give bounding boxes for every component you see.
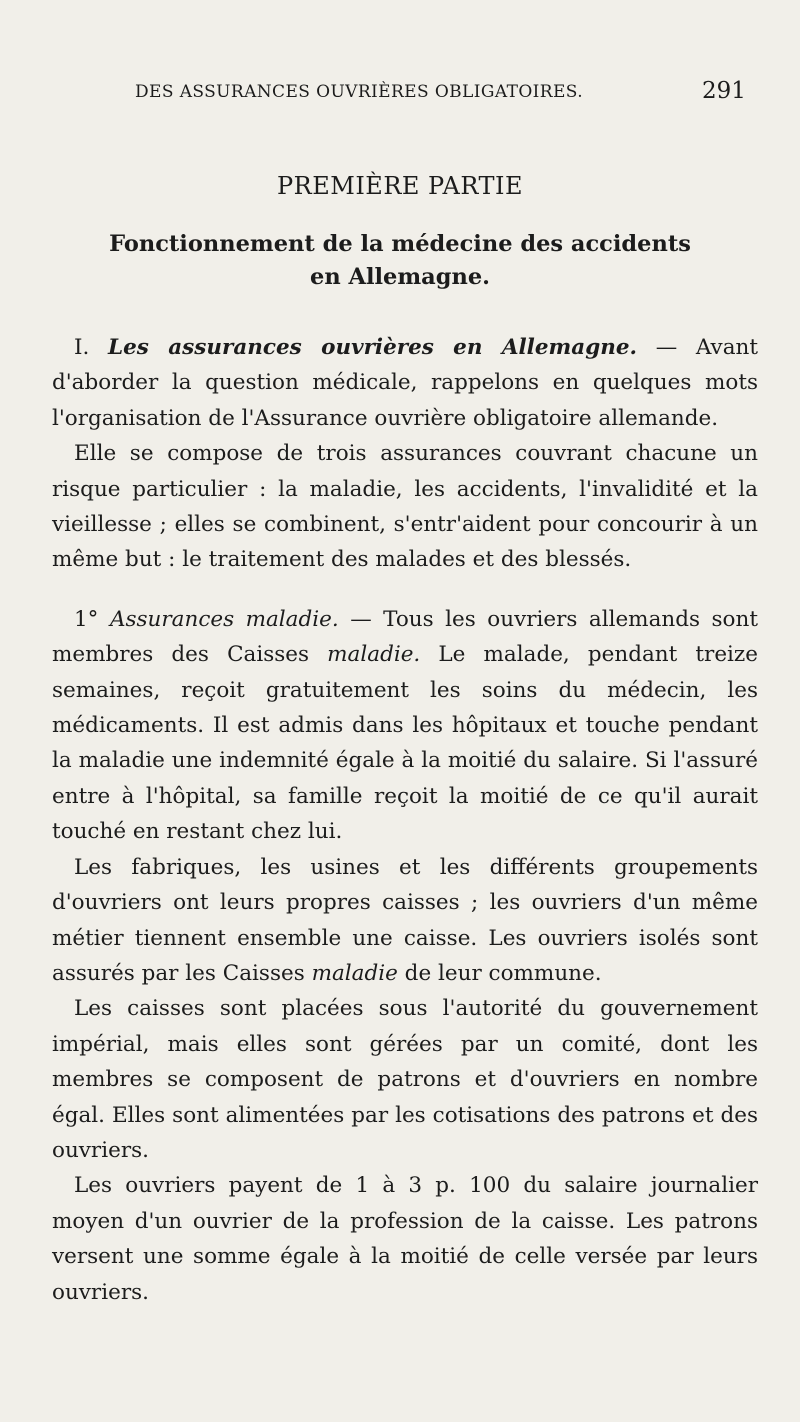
paragraph-1 <box>52 330 758 436</box>
section-title-line-1: Fonctionnement de la médecine des accidents <box>109 231 691 257</box>
section-title <box>40 228 760 294</box>
paragraph-4-text-b: de leur commune. <box>397 960 602 986</box>
page-number: 291 <box>702 78 746 104</box>
paragraph-3-text-b: Le malade, pendant treize semaines, reçoit gratuitement les soins du médecin, les médicaments. Il est admis dans les hôpitaux et touche pendant la maladie une indemnité égale à la moitié du salaire. Si l'assuré entre à l'hôpital, sa famille reçoit la moitié de ce qu'il aurait touché en restant chez lui. <box>52 642 758 845</box>
paragraph-6: Les ouvriers payent de 1 à 3 p. 100 du salaire journalier moyen d'un ouvrier de la profession de la caisse. Les patrons versent une somme égale à la moitié de celle versée par leurs ouvriers. <box>52 1173 758 1305</box>
paragraph-3-italic: maladie. <box>327 642 421 668</box>
paragraph-1-numeral: I. <box>74 335 90 360</box>
section-title-line-2: en Allemagne. <box>310 264 490 290</box>
paragraph-4 <box>52 850 758 992</box>
part-title: PREMIÈRE PARTIE <box>277 172 523 200</box>
paragraph-3-text-a: — Tous les ouvriers allemands sont membres des Caisses <box>52 606 758 668</box>
running-head: DES ASSURANCES OUVRIÈRES OBLIGATOIRES. <box>135 82 584 102</box>
paragraph-5: Les caisses sont placées sous l'autorité du gouvernement impérial, mais elles sont gérées par un comité, dont les membres se composent de patrons et d'ouvriers en nombre égal. Elles sont alimentées par les cotisations des patrons et des ouvriers. <box>52 996 758 1163</box>
paragraph-1-heading: Les assurances ouvrières en Allemagne. <box>108 335 638 360</box>
paragraph-4-italic: maladie <box>311 960 398 986</box>
paragraph-4-text-a: Les fabriques, les usines et les différents groupements d'ouvriers ont leurs propres caisses ; les ouvriers d'un même métier tiennent ensemble une caisse. Les ouvriers isolés sont assurés par les Caisses <box>52 854 758 986</box>
paragraph-2: Elle se compose de trois assurances couvrant chacune un risque particulier : la maladie, les accidents, l'invalidité et la vieillesse ; elles se combinent, s'entr'aident pour concourir à un même but : le traitement des malades et des blessés. <box>52 441 758 573</box>
paragraph-1-text: — Avant d'aborder la question médicale, rappelons en quelques mots l'organisation de l'Assurance ouvrière obligatoire allemande. <box>52 335 758 431</box>
body-text <box>52 330 758 1310</box>
paragraph-3 <box>52 602 758 850</box>
paragraph-3-numeral: 1° <box>74 606 99 632</box>
paragraph-3-heading: Assurances maladie. <box>109 606 339 632</box>
